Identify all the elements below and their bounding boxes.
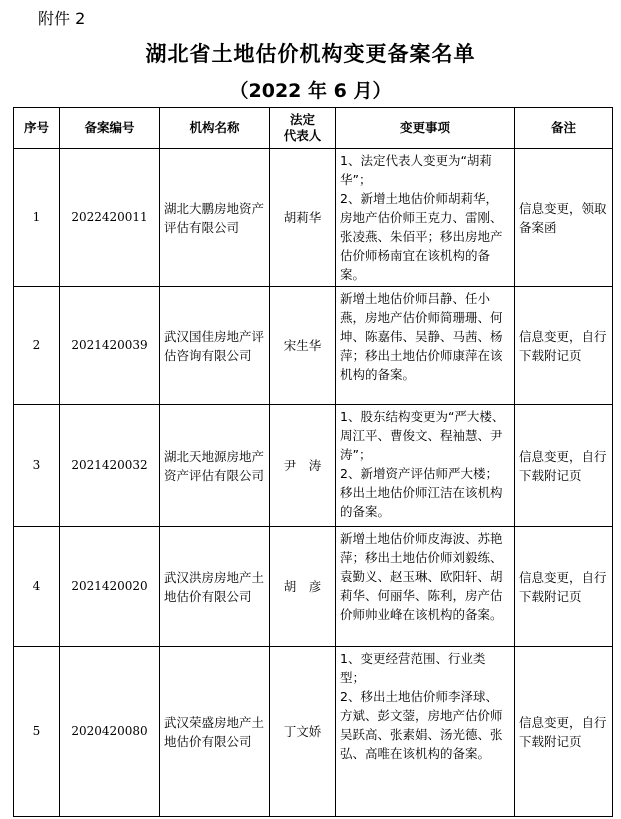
cell-org: 湖北大鹏房地资产评估有限公司 (160, 149, 270, 287)
cell-changes (336, 527, 515, 647)
change-item: 1、变更经营范围、行业类型； (340, 651, 486, 685)
attachment-label: 附件 2 (38, 9, 86, 28)
cell-org: 武汉荣盛房地产土地估价有限公司 (160, 647, 270, 817)
page-title: 湖北省土地估价机构变更备案名单 (145, 42, 476, 66)
cell-no: 3 (14, 405, 60, 527)
cell-no: 2 (14, 287, 60, 405)
page-subtitle: （2022 年 6 月） (229, 80, 392, 102)
cell-record-id: 2022420011 (60, 149, 160, 287)
change-item: 2、新增资产评估师严大楼；移出土地估价师江洁在该机构的备案。 (340, 466, 503, 519)
table-row (14, 149, 613, 287)
cell-record-id: 2021420020 (60, 527, 160, 647)
cell-rep: 丁文娇 (270, 647, 336, 817)
col-header-no: 序号 (14, 108, 60, 149)
change-item: 2、新增土地估价师胡莉华，房地产估价师王克力、雷刚、张凌燕、朱佰平；移出房地产估价师杨南宜在该机构的备案。 (340, 191, 503, 282)
cell-org: 湖北天地源房地产资产评估有限公司 (160, 405, 270, 527)
cell-record-id: 2021420032 (60, 405, 160, 527)
change-item: 2、移出土地估价师李泽球、方斌、彭文蓥，房地产估价师吴跃高、张素娟、汤光德、张弘、高唯在该机构的备案。 (340, 689, 503, 761)
cell-remark: 信息变更，领取备案函 (515, 149, 613, 287)
col-header-org: 机构名称 (160, 108, 270, 149)
cell-remark: 信息变更，自行下载附记页 (515, 405, 613, 527)
cell-changes (336, 287, 515, 405)
cell-changes (336, 149, 515, 287)
table-row (14, 287, 613, 405)
table-row (14, 527, 613, 647)
table-row (14, 647, 613, 817)
cell-org: 武汉洪房房地产土地估价有限公司 (160, 527, 270, 647)
table-header-row (14, 108, 613, 149)
cell-remark: 信息变更，自行下载附记页 (515, 647, 613, 817)
change-item: 新增土地估价师皮海波、苏艳萍；移出土地估价师刘毅练、袁勤义、赵玉琳、欧阳轩、胡莉华、何丽华、陈利，房产估价师帅业峰在该机构的备案。 (340, 531, 503, 622)
change-item: 1、法定代表人变更为“胡莉华”； (340, 153, 492, 187)
col-header-record-id: 备案编号 (60, 108, 160, 149)
cell-record-id: 2020420080 (60, 647, 160, 817)
table-row (14, 405, 613, 527)
cell-remark: 信息变更，自行下载附记页 (515, 527, 613, 647)
cell-rep: 胡 彦 (270, 527, 336, 647)
cell-changes (336, 647, 515, 817)
col-header-changes: 变更事项 (336, 108, 515, 149)
cell-record-id: 2021420039 (60, 287, 160, 405)
change-item: 新增土地估价师吕静、任小燕，房地产估价师简珊珊、何坤、陈嘉伟、吴静、马茜、杨萍；移出土地估价师康萍在该机构的备案。 (340, 291, 503, 382)
col-header-remark: 备注 (515, 108, 613, 149)
col-header-rep: 法定 代表人 (270, 108, 336, 149)
record-table (13, 107, 613, 817)
cell-org: 武汉国佳房地产评估咨询有限公司 (160, 287, 270, 405)
cell-rep: 胡莉华 (270, 149, 336, 287)
cell-remark: 信息变更，自行下载附记页 (515, 287, 613, 405)
cell-no: 1 (14, 149, 60, 287)
cell-changes (336, 405, 515, 527)
cell-no: 4 (14, 527, 60, 647)
cell-rep: 宋生华 (270, 287, 336, 405)
change-item: 1、股东结构变更为“严大楼、周江平、曹俊文、程袖慧、尹涛”； (340, 409, 505, 462)
cell-no: 5 (14, 647, 60, 817)
cell-rep: 尹 涛 (270, 405, 336, 527)
